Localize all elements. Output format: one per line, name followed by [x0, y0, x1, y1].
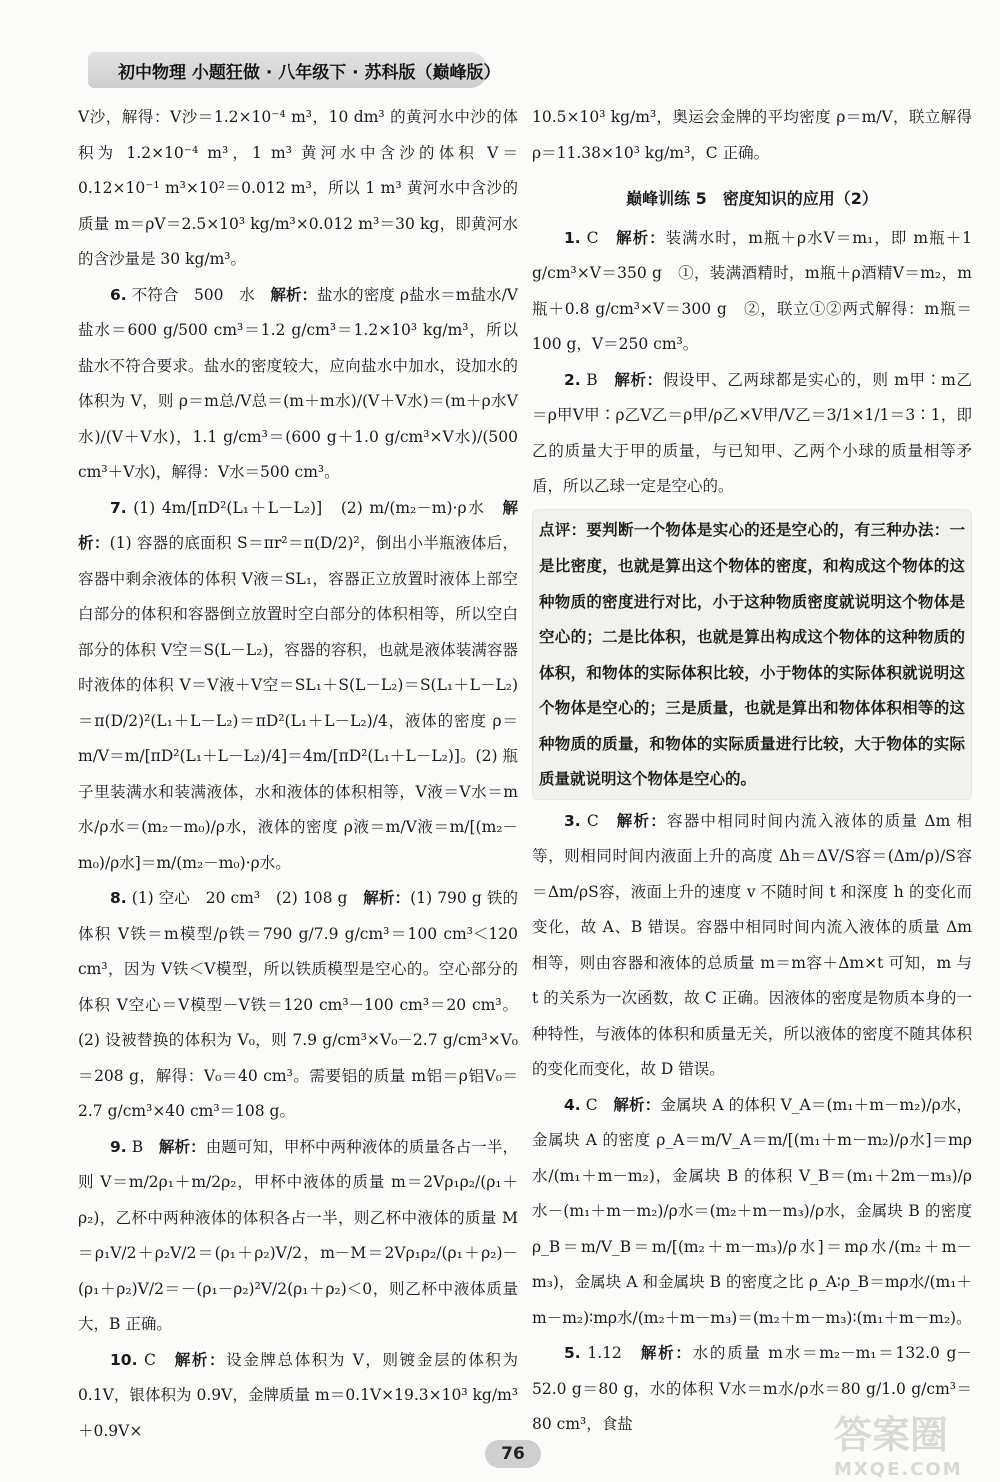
analysis-text: 设金牌总体积为 V，则镀金层的体积为 0.1V，银体积为 0.9V，金牌质量 m＝0.1V×19.3×10³ kg/m³＋0.9V× — [78, 1350, 518, 1440]
left-column — [78, 100, 518, 1449]
answer-item — [532, 1088, 972, 1337]
analysis-text: 盐水的密度 ρ盐水＝m盐水/V盐水＝600 g/500 cm³＝1.2 g/cm³＝1.2×10³ kg/m³，所以盐水不符合要求。盐水的密度较大，应向盐水中加水，设加水的体积为 V，则 ρ＝m总/V总＝(m＋m水)/(V＋V水)＝(m＋ρ水V水)/(V＋V水)，1.1 g/cm³＝(600 g＋1.0 g/cm³×V水)/(500 cm³＋V水)，解得：V水＝500 cm³。 — [78, 285, 518, 481]
watermark-logo — [834, 1404, 984, 1480]
answer-item — [78, 1130, 518, 1343]
question-number: 5. — [564, 1344, 581, 1362]
analysis-text: (1) 容器的底面积 S＝πr²＝π(D/2)²，倒出小半瓶液体后，容器中剩余液体的体积 V液＝SL₁，容器正立放置时液体上部空白部分的体积和容器倒立放置时空白部分的体积相等，所以空白部分的体积 V空＝S(L－L₂)，容器的容积，也就是液体装满容器时液体的体积 V＝V液＋V空＝SL₁＋S(L－L₂)＝S(L₁＋L－L₂)＝π(D/2)²(L₁＋L－L₂)＝πD²(L₁＋L－L₂)/4，液体的密度 ρ＝m/V＝m/[πD²(L₁＋L－L₂)/4]＝4m/[πD²(L₁＋L－L₂)]。(2) 瓶子里装满水和装满液体，水和液体的体积相等，V液＝V水＝m水/ρ水＝(m₂－m₀)/ρ水，液体的密度 ρ液＝m/V液＝m/[(m₂－m₀)/ρ水]＝m/(m₂－m₀)·ρ水。 — [78, 534, 518, 872]
answer-key: 不符合 500 水 — [131, 285, 255, 304]
book-title: 初中物理 小题狂做 · 八年级下 · 苏科版（巅峰版） — [118, 63, 501, 83]
section-title: 巅峰训练 5 密度知识的应用（2） — [626, 189, 878, 208]
question-number: 6. — [110, 285, 127, 304]
analysis-text: 金属块 A 的体积 V_A＝(m₁＋m－m₂)/ρ水，金属块 A 的密度 ρ_A＝m/V_A＝m/[(m₁＋m－m₂)/ρ水]＝mρ水/(m₁＋m－m₂)，金属块 B 的体积 V_B＝(m₁＋2m－m₃)/ρ水－(m₁＋m－m₂)/ρ水＝(m₂＋m－m₃)/ρ水，金属块 B 的密度 ρ_B＝m/V_B＝m/[(m₂＋m－m₃)/ρ水]＝mρ水/(m₂＋m－m₃)，金属块 A 和金属块 B 的密度之比 ρ_A∶ρ_B＝mρ水/(m₁＋m－m₂)∶mρ水/(m₂＋m－m₃)＝(m₂＋m－m₃)∶(m₁＋m－m₂)。 — [532, 1095, 972, 1327]
answer-key: B — [131, 1137, 144, 1156]
analysis-label: 解析： — [614, 370, 663, 389]
answer-key: C — [586, 228, 599, 247]
analysis-label: 解析： — [270, 285, 318, 304]
answer-item — [78, 881, 518, 1130]
paragraph: 10.5×10³ kg/m³，奥运会金牌的平均密度 ρ＝m/V，联立解得 ρ＝11.38×10³ kg/m³，C 正确。 — [532, 108, 972, 162]
answer-key: (1) 空心 20 cm³ (2) 108 g — [131, 889, 348, 907]
analysis-label: 解析： — [613, 1095, 661, 1114]
question-number: 3. — [564, 811, 581, 830]
analysis-label: 解析： — [363, 889, 411, 907]
answer-item — [532, 363, 972, 505]
right-column — [532, 100, 972, 1443]
page-number: 76 — [485, 1440, 541, 1468]
answer-key: C — [144, 1350, 156, 1369]
analysis-text: 容器中相同时间内流入液体的质量 Δm 相等，则相同时间内液面上升的高度 Δh＝ΔV/S容＝(Δm/ρ)/S容＝Δm/ρS容，液面上升的速度 v 不随时间 t 和深度 h 的变化而变化，故 A、B 错误。容器中相同时间内流入液体的质量 Δm 相等，则由容器和液体的总质量 m＝m容＋Δm×t 可知，m 与 t 的关系为一次函数，故 C 正确。因液体的密度是物质本身的一种特性，与液体的体积和质量无关，所以液体的密度不随其体积的变化而变化，故 D 错误。 — [532, 811, 972, 1078]
answer-item — [532, 804, 972, 1088]
answer-key: C — [586, 811, 599, 830]
watermark-text: 答案圈 — [834, 1413, 949, 1457]
question-number: 10. — [110, 1350, 138, 1369]
question-number: 8. — [110, 889, 127, 907]
comment-text: 要判断一个物体是实心的还是空心的，有三种办法：一是比密度，也就是算出这个物体的密度，和构成这个物体的这种物质的密度进行对比，小于这种物质密度就说明这个物体是空心的；二是比体积，也就是算出构成这个物体的这种物质的体积，和物体的实际体积比较，小于物体的实际体积就说明这个物体是空心的；三是质量，也就是算出和物体体积相等的这种物质的质量，和物体的实际质量进行比较，大于物体的实际质量就说明这个物体是空心的。 — [539, 519, 965, 788]
question-number: 1. — [564, 228, 581, 247]
answer-item — [78, 1343, 518, 1450]
paragraph: V沙，解得：V沙＝1.2×10⁻⁴ m³，10 dm³ 的黄河水中沙的体积为 1.2×10⁻⁴ m³，1 m³ 黄河水中含沙的体积 V＝0.12×10⁻¹ m³×10²＝0.012 m³，所以 1 m³ 黄河水中含沙的质量 m＝ρV＝2.5×10³ kg/m³×0.012 m³＝30 kg，即黄河水的含沙量是 30 kg/m³。 — [78, 108, 518, 268]
question-number: 7. — [110, 498, 127, 517]
answer-item — [78, 491, 518, 882]
analysis-label: 解析： — [174, 1350, 227, 1369]
question-number: 2. — [564, 370, 581, 389]
answer-key: (1) 4m/[πD²(L₁＋L－L₂)] (2) m/(m₂－m)·ρ水 — [133, 498, 486, 517]
analysis-text: 水的质量 m水＝m₂－m₁＝132.0 g－52.0 g＝80 g，水的体积 V水＝m水/ρ水＝80 g/1.0 g/cm³＝80 cm³，食盐 — [532, 1344, 972, 1433]
analysis-label: 解析： — [616, 228, 666, 247]
analysis-text: 由题可知，甲杯中两种液体的质量各占一半，则 V＝m/2ρ₁＋m/2ρ₂，甲杯中液体的质量 m＝2Vρ₁ρ₂/(ρ₁＋ρ₂)，乙杯中两种液体的体积各占一半，则乙杯中液体的质量 M＝ρ₁V/2＋ρ₂V/2＝(ρ₁＋ρ₂)V/2，m－M＝2Vρ₁ρ₂/(ρ₁＋ρ₂)－(ρ₁＋ρ₂)V/2＝－(ρ₁－ρ₂)²V/2(ρ₁＋ρ₂)＜0，则乙杯中液体质量大，B 正确。 — [78, 1137, 518, 1333]
answer-item — [78, 278, 518, 491]
answer-item — [532, 221, 972, 363]
analysis-label: 解析： — [616, 811, 667, 830]
analysis-text: (1) 790 g 铁的体积 V铁＝m模型/ρ铁＝790 g/7.9 g/cm³＝100 cm³＜120 cm³，因为 V铁＜V模型，所以铁质模型是空心的。空心部分的体积 V空心＝V模型－V铁＝120 cm³－100 cm³＝20 cm³。(2) 设被替换的体积为 V₀，则 7.9 g/cm³×V₀－2.7 g/cm³×V₀＝208 g，解得：V₀＝40 cm³。需要铝的质量 m铝＝ρ铝V₀＝2.7 g/cm³×40 cm³＝108 g。 — [78, 889, 518, 1120]
analysis-text: 装满水时，m瓶＋ρ水V＝m₁，即 m瓶＋1 g/cm³×V＝350 g ①，装满酒精时，m瓶＋ρ酒精V＝m₂，m瓶＋0.8 g/cm³×V＝300 g ②，联立①②两式解得：m瓶＝100 g，V＝250 cm³。 — [532, 228, 972, 353]
answer-key: 1.12 — [587, 1344, 622, 1362]
analysis-label: 解析： — [158, 1137, 206, 1156]
answer-key: C — [585, 1095, 598, 1114]
analysis-label: 解析： — [640, 1344, 693, 1362]
watermark-url: MXQE.COM — [834, 1459, 963, 1480]
analysis-label: 解析： — [78, 498, 518, 552]
book-header — [88, 52, 501, 88]
answer-key: B — [586, 370, 598, 389]
question-number: 9. — [110, 1137, 127, 1156]
question-number: 4. — [564, 1095, 581, 1114]
comment-label: 点评： — [539, 520, 587, 539]
analysis-text: 假设甲、乙两球都是实心的，则 m甲∶m乙＝ρ甲V甲∶ρ乙V乙＝ρ甲/ρ乙×V甲/V乙＝3/1×1/1＝3∶1，即乙的质量大于甲的质量，与已知甲、乙两个小球的质量相等矛盾，所以乙球一定是空心的。 — [532, 370, 972, 495]
comment-box — [532, 509, 972, 800]
